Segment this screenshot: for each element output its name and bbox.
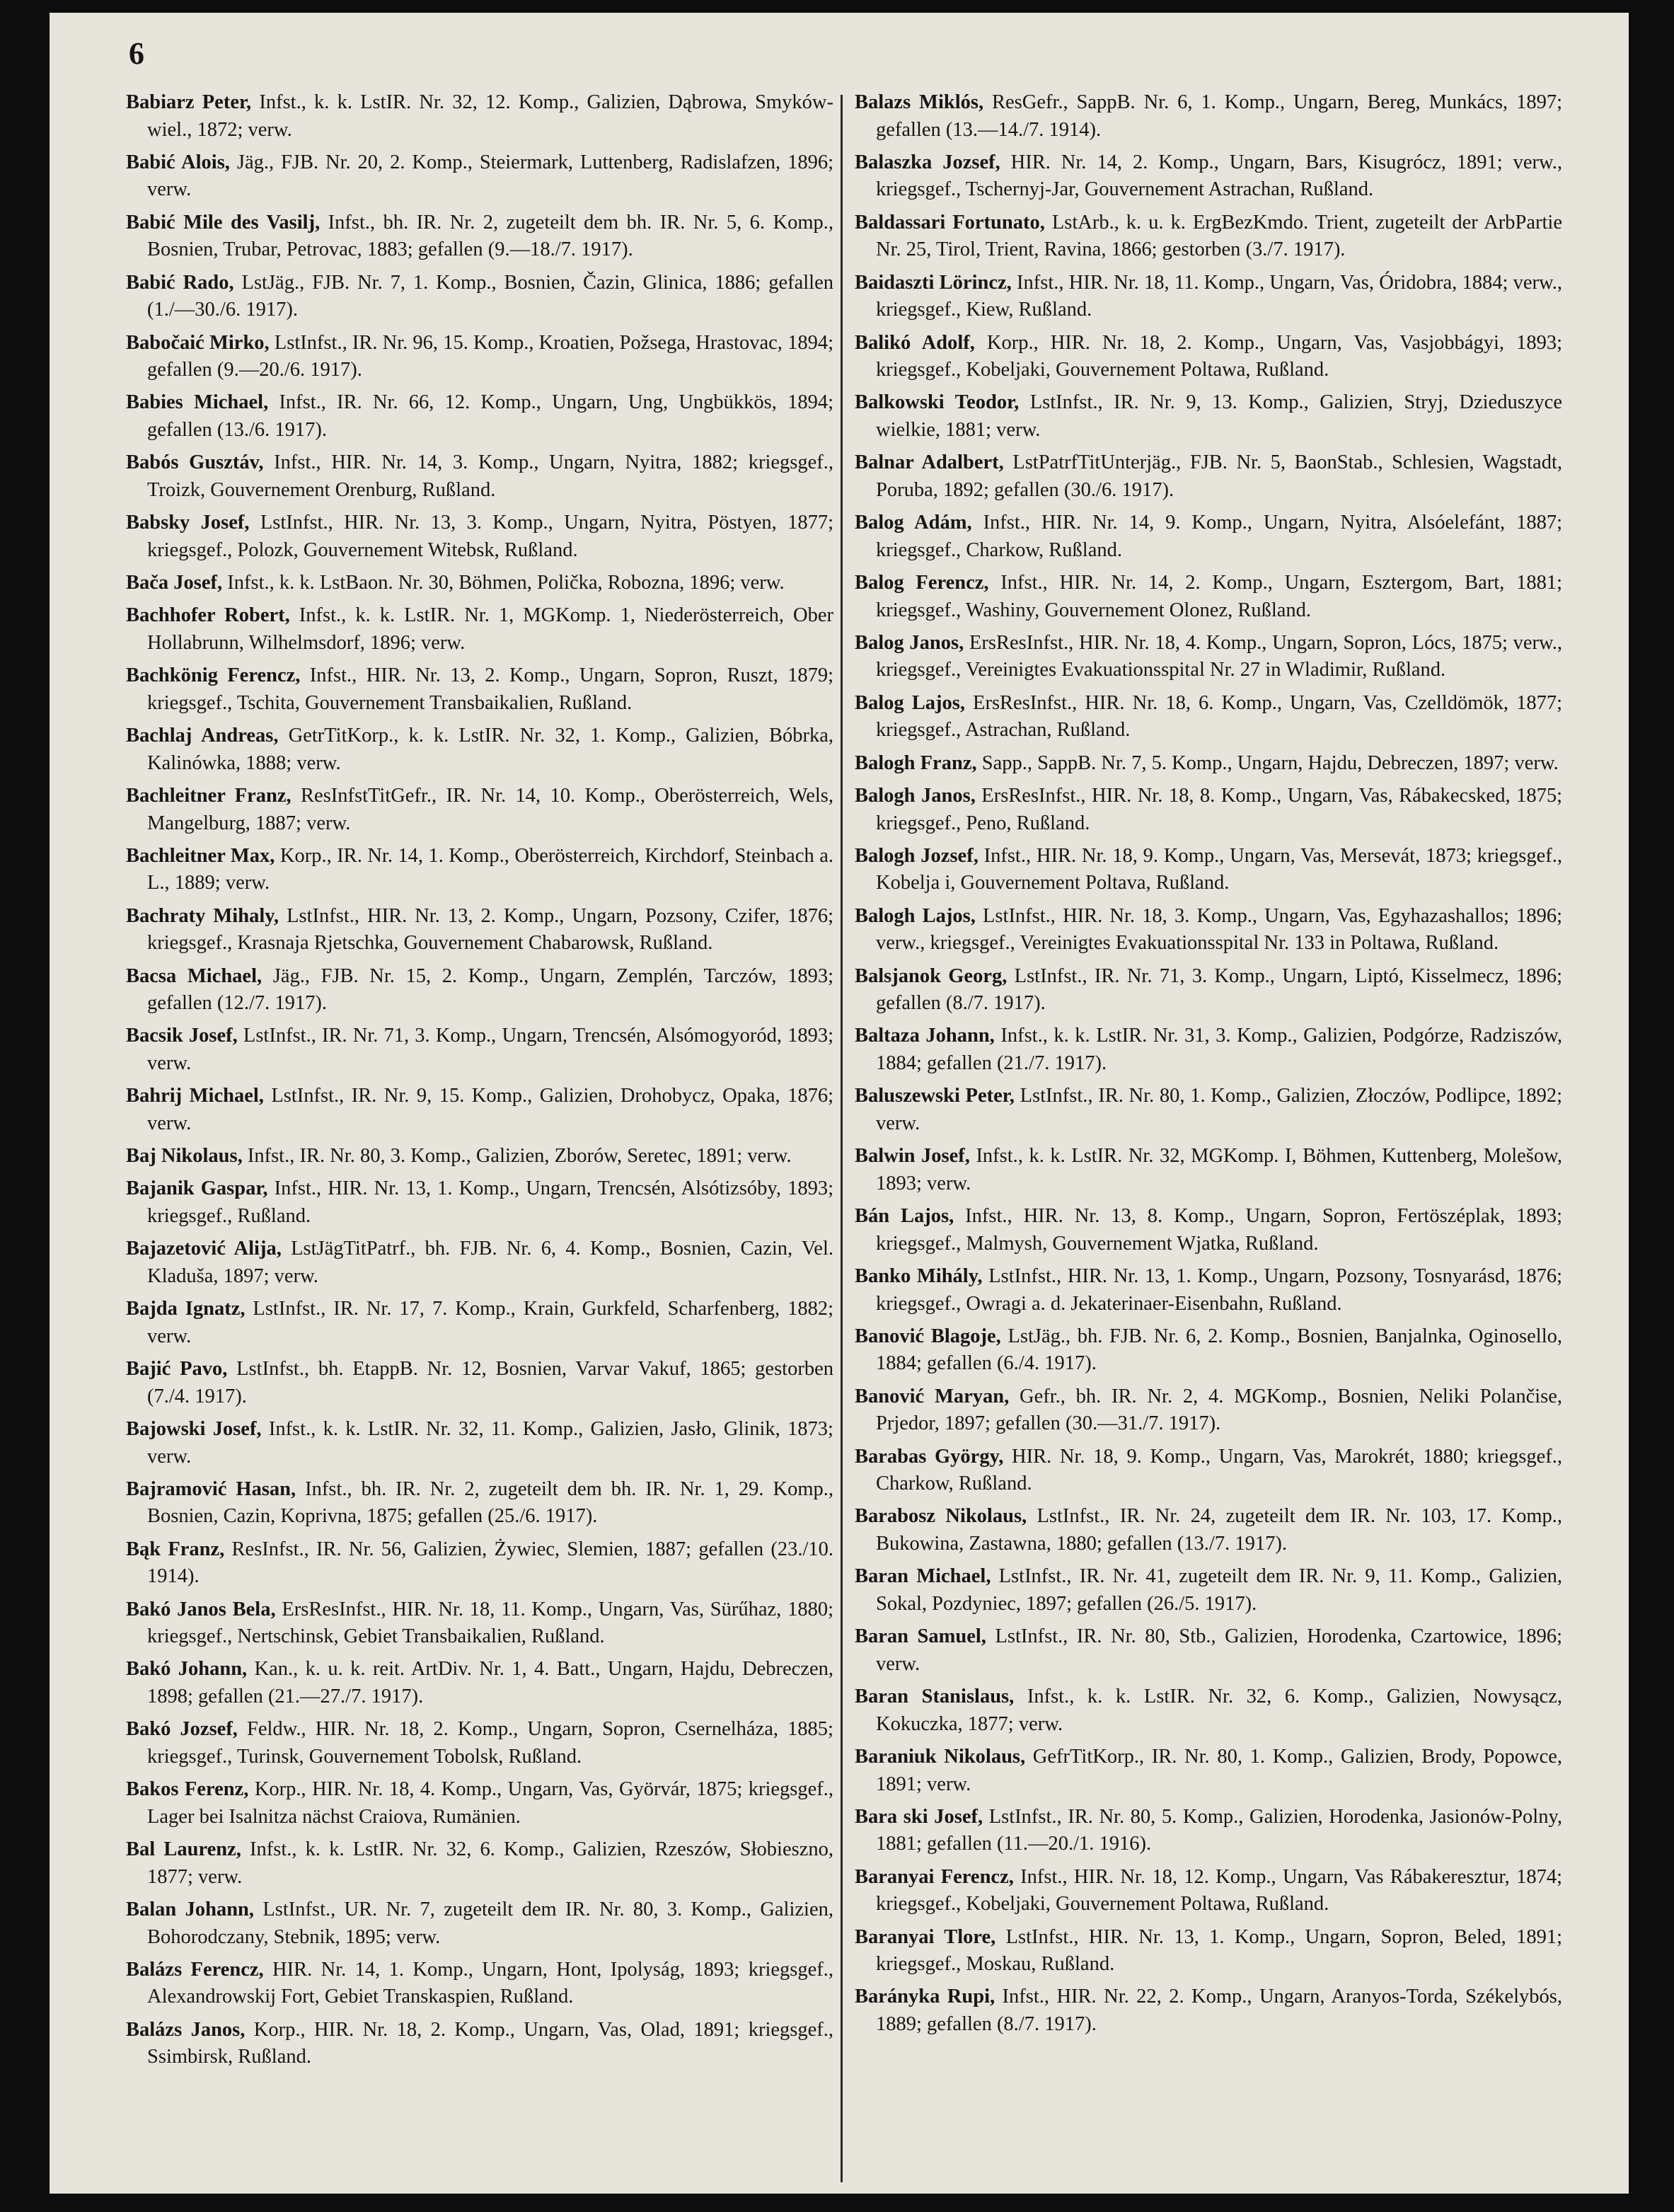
- entry-name: Baldassari Fortunato,: [855, 211, 1045, 234]
- register-entry: [855, 1203, 1562, 1257]
- entry-details: Infst., IR. Nr. 66, 12. Komp., Ungarn, Ung, Ungbükkös, 1894; gefallen (13./6. 1917).: [147, 391, 833, 441]
- entry-name: Balog Ferencz,: [855, 572, 989, 594]
- register-entry: [126, 1083, 833, 1137]
- register-entry: [126, 602, 833, 657]
- entry-name: Bajanik Gaspar,: [126, 1177, 268, 1200]
- entry-name: Baraniuk Nikolaus,: [855, 1745, 1026, 1768]
- register-entry: [855, 389, 1562, 444]
- register-entry: [855, 750, 1562, 778]
- entry-name: Babić Alois,: [126, 151, 230, 173]
- register-entry: [855, 843, 1562, 897]
- register-entry: [855, 89, 1562, 144]
- entry-details: Infst., bh. IR. Nr. 2, zugeteilt dem bh. IR. Nr. 1, 29. Komp., Bosnien, Cazin, Koprivna, 1875; gefallen (25./6. 1917).: [147, 1477, 833, 1528]
- register-entry: [126, 2017, 833, 2071]
- entry-details: Infst., k. k. LstIR. Nr. 32, 12. Komp., Galizien, Dąbrowa, Smyków-wiel., 1872; verw.: [147, 91, 833, 141]
- entry-name: Bacsik Josef,: [126, 1025, 238, 1047]
- register-entry: [126, 570, 833, 597]
- entry-details: LstInfst., IR. Nr. 9, 13. Komp., Galizien, Stryj, Dzieduszyce wielkie, 1881; verw.: [876, 391, 1562, 441]
- entry-details: Infst., HIR. Nr. 14, 9. Komp., Ungarn, Nyitra, Alsóelefánt, 1887; kriegsgef., Charkow, Rußland.: [876, 512, 1562, 561]
- entry-name: Bal Laurenz,: [126, 1838, 241, 1861]
- register-entry: [126, 270, 833, 324]
- entry-details: LstInfst., HIR. Nr. 13, 1. Komp., Ungarn, Pozsony, Tosnyarásd, 1876; kriegsgef., Owragi a. d. Jekaterinaer-Eisenbahn, Rußland.: [876, 1265, 1563, 1315]
- register-entry: [855, 1023, 1562, 1077]
- register-entry: [126, 963, 833, 1018]
- entry-name: Balikó Adolf,: [855, 331, 975, 354]
- register-entry: [855, 1623, 1562, 1678]
- entry-details: Korp., HIR. Nr. 18, 2. Komp., Ungarn, Vas, Olad, 1891; kriegsgef., Ssimbirsk, Rußland.: [147, 2018, 833, 2068]
- entry-name: Babić Rado,: [126, 271, 234, 294]
- entry-details: LstInfst., IR. Nr. 80, Stb., Galizien, Horodenka, Czartowice, 1896; verw.: [876, 1625, 1562, 1675]
- entry-name: Banović Blagoje,: [855, 1325, 1001, 1347]
- entry-details: Infst., HIR. Nr. 22, 2. Komp., Ungarn, Aranyos-Torda, Székelybós, 1889; gefallen (8./7. 1917).: [876, 1986, 1562, 2035]
- entry-name: Babiarz Peter,: [126, 91, 252, 113]
- register-entry: [855, 1563, 1562, 1618]
- register-entry: [855, 570, 1562, 624]
- entry-details: ErsResInfst., HIR. Nr. 18, 6. Komp., Ungarn, Vas, Czelldömök, 1877; kriegsgef., Astrachan, Rußland.: [876, 691, 1562, 742]
- register-entry: [855, 783, 1562, 837]
- entry-name: Baran Samuel,: [855, 1625, 986, 1648]
- entry-name: Baranyai Tlore,: [855, 1925, 996, 1948]
- register-entry: [126, 449, 833, 504]
- entry-name: Bajowski Josef,: [126, 1417, 262, 1440]
- register-entry: [126, 783, 833, 837]
- entry-details: Infst., k. k. LstIR. Nr. 32, 6. Komp., Galizien, Nowysącz, Kokuczka, 1877; verw.: [876, 1686, 1562, 1735]
- entry-details: Korp., IR. Nr. 14, 1. Komp., Oberösterreich, Kirchdorf, Steinbach a. L., 1889; verw.: [147, 844, 833, 894]
- entry-name: Bán Lajos,: [855, 1205, 954, 1228]
- entry-name: Barabosz Nikolaus,: [855, 1505, 1027, 1528]
- entry-details: LstInfst., UR. Nr. 7, zugeteilt dem IR. Nr. 80, 3. Komp., Galizien, Bohorodczany, Stebnik, 1895; verw.: [147, 1898, 833, 1948]
- entry-name: Balog Lajos,: [855, 691, 965, 714]
- entry-details: Korp., HIR. Nr. 18, 2. Komp., Ungarn, Vas, Vasjobbágyi, 1893; kriegsgef., Kobeljaki, Gouvernement Poltawa, Rußland.: [876, 331, 1562, 381]
- entry-name: Baran Michael,: [855, 1565, 991, 1588]
- register-entry: [855, 1983, 1562, 2038]
- entry-details: Sapp., SappB. Nr. 7, 5. Komp., Ungarn, Hajdu, Debreczen, 1897; verw.: [976, 751, 1559, 774]
- entry-details: HIR. Nr. 18, 9. Komp., Ungarn, Vas, Marokrét, 1880; kriegsgef., Charkow, Rußland.: [876, 1445, 1562, 1495]
- entry-name: Bajramović Hasan,: [126, 1477, 296, 1500]
- entry-name: Bakos Ferenz,: [126, 1778, 249, 1801]
- register-entry: [126, 903, 833, 957]
- entry-details: LstInfst., IR. Nr. 80, 5. Komp., Galizien, Horodenka, Jasionów-Polny, 1881; gefallen (11.—20./1. 1916).: [876, 1805, 1562, 1855]
- entry-details: Infst., HIR. Nr. 18, 11. Komp., Ungarn, Vas, Óridobra, 1884; verw., kriegsgef., Kiew, Rußland.: [876, 271, 1562, 321]
- entry-details: ErsResInfst., HIR. Nr. 18, 4. Komp., Ungarn, Sopron, Lócs, 1875; verw., kriegsgef., Vereinigtes Evakuationsspital Nr. 27 in Wladimir, Rußland.: [876, 631, 1562, 681]
- entry-details: LstInfst., IR. Nr. 17, 7. Komp., Krain, Gurkfeld, Scharfenberg, 1882; verw.: [147, 1298, 833, 1347]
- entry-details: GetrTitKorp., k. k. LstIR. Nr. 32, 1. Komp., Galizien, Bóbrka, Kalinówka, 1888; verw.: [147, 725, 833, 774]
- entry-details: GefrTitKorp., IR. Nr. 80, 1. Komp., Galizien, Brody, Popowce, 1891; verw.: [876, 1745, 1562, 1795]
- register-entry: [855, 509, 1562, 564]
- entry-details: ErsResInfst., HIR. Nr. 18, 8. Komp., Ungarn, Vas, Rábakecsked, 1875; kriegsgef., Peno, Rußland.: [876, 784, 1562, 834]
- register-entry: [126, 1656, 833, 1710]
- entry-name: Bachleitner Franz,: [126, 784, 291, 807]
- entry-details: Infst., HIR. Nr. 13, 8. Komp., Ungarn, Sopron, Fertöszéplak, 1893; kriegsgef., Malmysh, Gouvernement Wjatka, Rußland.: [876, 1205, 1563, 1255]
- register-entry: [855, 903, 1562, 957]
- register-entry: [126, 509, 833, 564]
- entry-name: Baluszewski Peter,: [855, 1085, 1015, 1107]
- entry-name: Balan Johann,: [126, 1898, 255, 1920]
- entry-name: Balazs Miklós,: [855, 91, 984, 113]
- register-entry: [126, 1957, 833, 2011]
- entry-name: Bakó Jozsef,: [126, 1718, 238, 1741]
- entry-details: Infst., HIR. Nr. 14, 2. Komp., Ungarn, Esztergom, Bart, 1881; kriegsgef., Washiny, Gouvernement Olonez, Rußland.: [876, 572, 1562, 621]
- register-entry: [126, 1416, 833, 1470]
- entry-name: Baltaza Johann,: [855, 1025, 995, 1047]
- entry-details: ResGefr., SappB. Nr. 6, 1. Komp., Ungarn, Bereg, Munkács, 1897; gefallen (13.—14./7. 1914).: [876, 91, 1562, 141]
- register-entry: [855, 630, 1562, 684]
- entry-details: LstJäg., bh. FJB. Nr. 6, 2. Komp., Bosnien, Banjalnka, Oginosello, 1884; gefallen (6./4. 1917).: [876, 1325, 1562, 1375]
- entry-name: Bąk Franz,: [126, 1538, 225, 1560]
- entry-details: Infst., k. k. LstBaon. Nr. 30, Böhmen, Polička, Robozna, 1896; verw.: [222, 572, 785, 594]
- register-entry: [855, 1323, 1562, 1378]
- entry-name: Balogh Franz,: [855, 751, 977, 774]
- entry-details: ResInfst., IR. Nr. 56, Galizien, Żywiec, Slemien, 1887; gefallen (23./10. 1914).: [147, 1538, 833, 1588]
- entry-details: LstArb., k. u. k. ErgBezKmdo. Trient, zugeteilt der ArbPartie Nr. 25, Tirol, Trient, Ravina, 1866; gestorben (3./7. 1917).: [876, 211, 1562, 261]
- entry-details: ResInfstTitGefr., IR. Nr. 14, 10. Komp., Oberösterreich, Wels, Mangelburg, 1887; verw.: [147, 784, 833, 834]
- entry-name: Baidaszti Lörincz,: [855, 271, 1012, 294]
- entry-name: Bakó Janos Bela,: [126, 1598, 276, 1620]
- right-column: [855, 89, 1562, 2044]
- entry-details: Infst., k. k. LstIR. Nr. 32, 6. Komp., Galizien, Rzeszów, Słobieszno, 1877; verw.: [147, 1838, 833, 1888]
- entry-name: Balwin Josef,: [855, 1145, 970, 1168]
- register-entry: [126, 1476, 833, 1531]
- entry-name: Babočaić Mirko,: [126, 331, 270, 354]
- register-entry: [126, 1175, 833, 1230]
- entry-details: Jäg., FJB. Nr. 20, 2. Komp., Steiermark, Luttenberg, Radislafzen, 1896; verw.: [147, 151, 833, 201]
- register-entry: [855, 1444, 1562, 1498]
- entry-details: Infst., bh. IR. Nr. 2, zugeteilt dem bh. IR. Nr. 5, 6. Komp., Bosnien, Trubar, Petrovac, 1883; gefallen (9.—18./7. 1917).: [147, 211, 833, 261]
- register-entry: [126, 1596, 833, 1651]
- entry-details: Kan., k. u. k. reit. ArtDiv. Nr. 1, 4. Batt., Ungarn, Hajdu, Debreczen, 1898; gefallen (21.—27./7. 1917).: [147, 1658, 833, 1708]
- entry-details: LstInfst., IR. Nr. 24, zugeteilt dem IR. Nr. 103, 17. Komp., Bukowina, Zastawna, 1880; gefallen (13./7. 1917).: [876, 1505, 1562, 1555]
- entry-details: LstJäg., FJB. Nr. 7, 1. Komp., Bosnien, Čazin, Glinica, 1886; gefallen (1./—30./6. 1917).: [147, 271, 833, 321]
- entry-details: ErsResInfst., HIR. Nr. 18, 11. Komp., Ungarn, Vas, Sürűhaz, 1880; kriegsgef., Nertschinsk, Gebiet Transbaikalien, Rußland.: [147, 1598, 833, 1648]
- entry-details: LstInfst., HIR. Nr. 13, 1. Komp., Ungarn, Sopron, Beled, 1891; kriegsgef., Moskau, Rußland.: [876, 1925, 1563, 1976]
- register-entry: [855, 1744, 1562, 1798]
- register-entry: [126, 389, 833, 444]
- register-entry: [126, 1716, 833, 1770]
- entry-name: Barányka Rupi,: [855, 1986, 995, 2008]
- register-entry: [855, 270, 1562, 324]
- entry-name: Banović Maryan,: [855, 1385, 1010, 1407]
- register-entry: [855, 149, 1562, 204]
- entry-name: Balog Adám,: [855, 512, 972, 534]
- entry-name: Balsjanok Georg,: [855, 964, 1008, 987]
- register-entry: [855, 1263, 1562, 1318]
- entry-name: Bakó Johann,: [126, 1658, 248, 1681]
- register-entry: [126, 1235, 833, 1290]
- entry-details: Infst., k. k. LstIR. Nr. 32, MGKomp. I, Böhmen, Kuttenberg, Molešow, 1893; verw.: [876, 1145, 1563, 1194]
- entry-details: Infst., HIR. Nr. 18, 9. Komp., Ungarn, Vas, Mersevát, 1873; kriegsgef., Kobelja i, Gouvernement Poltava, Rußland.: [876, 844, 1562, 894]
- entry-details: LstInfst., IR. Nr. 71, 3. Komp., Ungarn, Trencsén, Alsómogyoród, 1893; verw.: [147, 1025, 834, 1074]
- entry-details: LstInfst., HIR. Nr. 13, 2. Komp., Ungarn, Pozsony, Czifer, 1876; kriegsgef., Krasnaja Rjetschka, Gouvernement Chabarowsk, Rußland.: [147, 904, 833, 955]
- entry-name: Balogh Lajos,: [855, 904, 976, 927]
- entry-name: Barabas György,: [855, 1445, 1004, 1468]
- register-entry: [126, 1023, 833, 1077]
- entry-name: Bachhofer Robert,: [126, 604, 290, 627]
- entry-details: HIR. Nr. 14, 2. Komp., Ungarn, Bars, Kisugrócz, 1891; verw., kriegsgef., Tschernyj-Jar, Gouvernement Astrachan, Rußland.: [876, 151, 1562, 201]
- entry-name: Baj Nikolaus,: [126, 1145, 243, 1168]
- entry-details: LstInfst., IR. Nr. 41, zugeteilt dem IR. Nr. 9, 11. Komp., Galizien, Sokal, Pozdyniec, 1897; gefallen (26./5. 1917).: [876, 1565, 1563, 1615]
- entry-details: LstInfst., HIR. Nr. 18, 3. Komp., Ungarn, Vas, Egyhazashallos; 1896; verw., kriegsgef., Vereinigtes Evakuationsspital Nr. 133 in Poltawa, Rußland.: [876, 904, 1562, 955]
- entry-name: Balkowski Teodor,: [855, 391, 1020, 414]
- entry-name: Balog Janos,: [855, 631, 964, 654]
- register-entry: [855, 1924, 1562, 1978]
- entry-details: Feldw., HIR. Nr. 18, 2. Komp., Ungarn, Sopron, Csernelháza, 1885; kriegsgef., Turinsk, Gouvernement Tobolsk, Rußland.: [147, 1718, 833, 1768]
- entry-details: Infst., k. k. LstIR. Nr. 32, 11. Komp., Galizien, Jasło, Glinik, 1873; verw.: [147, 1417, 833, 1468]
- entry-details: Infst., HIR. Nr. 14, 3. Komp., Ungarn, Nyitra, 1882; kriegsgef., Troizk, Gouvernement Orenburg, Rußland.: [147, 451, 833, 501]
- register-entry: [126, 1536, 833, 1591]
- entry-details: Infst., HIR. Nr. 13, 1. Komp., Ungarn, Trencsén, Alsótizsóby, 1893; kriegsgef., Rußland.: [147, 1177, 833, 1228]
- register-entry: [855, 1864, 1562, 1918]
- entry-name: Baranyai Ferencz,: [855, 1865, 1014, 1888]
- entry-details: LstInfst., HIR. Nr. 13, 3. Komp., Ungarn, Nyitra, Pöstyen, 1877; kriegsgef., Polozk, Gouvernement Witebsk, Rußland.: [147, 512, 833, 561]
- entry-details: Infst., HIR. Nr. 13, 2. Komp., Ungarn, Sopron, Ruszt, 1879; kriegsgef., Tschita, Gouvernement Transbaikalien, Rußland.: [147, 664, 833, 714]
- entry-details: LstInfst., IR. Nr. 9, 15. Komp., Galizien, Drohobycz, Opaka, 1876; verw.: [147, 1085, 833, 1134]
- entry-name: Babić Mile des Vasilj,: [126, 211, 321, 234]
- register-entry: [126, 1896, 833, 1951]
- entry-name: Baran Stanislaus,: [855, 1686, 1015, 1708]
- register-entry: [126, 662, 833, 717]
- entry-name: Bacsa Michael,: [126, 964, 262, 987]
- register-entry: [855, 690, 1562, 744]
- document-page: [50, 13, 1629, 2194]
- register-entry: [126, 1356, 833, 1410]
- left-column: [126, 89, 833, 2077]
- entry-details: LstJägTitPatrf., bh. FJB. Nr. 6, 4. Komp., Bosnien, Cazin, Vel. Kladuša, 1897; verw.: [147, 1238, 833, 1287]
- entry-name: Banko Mihály,: [855, 1265, 983, 1287]
- register-entry: [855, 1083, 1562, 1137]
- register-entry: [126, 1296, 833, 1350]
- entry-name: Babós Gusztáv,: [126, 451, 264, 474]
- register-entry: [855, 1383, 1562, 1438]
- entry-name: Bahrij Michael,: [126, 1085, 264, 1107]
- register-entry: [126, 1143, 833, 1170]
- register-entry: [126, 89, 833, 144]
- entry-details: LstInfst., IR. Nr. 96, 15. Komp., Kroatien, Požsega, Hrastovac, 1894; gefallen (9.—20./6. 1917).: [147, 331, 833, 381]
- register-entry: [855, 209, 1562, 264]
- register-entry: [855, 963, 1562, 1018]
- register-entry: [126, 149, 833, 204]
- entry-details: HIR. Nr. 14, 1. Komp., Ungarn, Hont, Ipolyság, 1893; kriegsgef., Alexandrowskij Fort, Gebiet Transkaspien, Rußland.: [147, 1958, 833, 2008]
- entry-name: Bachlaj Andreas,: [126, 725, 279, 747]
- entry-name: Bara ski Josef,: [855, 1805, 983, 1828]
- register-entry: [126, 330, 833, 384]
- register-entry: [855, 1143, 1562, 1197]
- entry-details: Jäg., FJB. Nr. 15, 2. Komp., Ungarn, Zemplén, Tarczów, 1893; gefallen (12./7. 1917).: [147, 964, 834, 1015]
- register-entry: [855, 1683, 1562, 1738]
- register-entry: [126, 843, 833, 897]
- entry-name: Bajić Pavo,: [126, 1358, 228, 1381]
- entry-name: Bajazetović Alija,: [126, 1238, 282, 1260]
- entry-details: LstInfst., IR. Nr. 71, 3. Komp., Ungarn, Liptó, Kisselmecz, 1896; gefallen (8./7. 1917).: [876, 964, 1562, 1015]
- register-entry: [855, 1503, 1562, 1557]
- entry-details: LstPatrfTitUnterjäg., FJB. Nr. 5, BaonStab., Schlesien, Wagstadt, Poruba, 1892; gefallen (30./6. 1917).: [876, 451, 1562, 501]
- entry-details: LstInfst., bh. EtappB. Nr. 12, Bosnien, Varvar Vakuf, 1865; gestorben (7./4. 1917).: [147, 1358, 833, 1407]
- entry-name: Babies Michael,: [126, 391, 269, 414]
- register-entry: [126, 722, 833, 777]
- entry-details: Gefr., bh. IR. Nr. 2, 4. MGKomp., Bosnien, Neliki Polančise, Prjedor, 1897; gefallen (30.—31./7. 1917).: [876, 1385, 1563, 1435]
- entry-details: Infst., k. k. LstIR. Nr. 1, MGKomp. 1, Niederösterreich, Ober Hollabrunn, Wilhelmsdorf, 1896; verw.: [147, 604, 834, 654]
- entry-details: Infst., IR. Nr. 80, 3. Komp., Galizien, Zborów, Seretec, 1891; verw.: [242, 1145, 792, 1168]
- entry-name: Bachleitner Max,: [126, 844, 275, 867]
- register-entry: [126, 1776, 833, 1831]
- entry-name: Babsky Josef,: [126, 512, 250, 534]
- entry-details: Infst., k. k. LstIR. Nr. 31, 3. Komp., Galizien, Podgórze, Radziszów, 1884; gefallen (21./7. 1917).: [876, 1025, 1562, 1074]
- register-entry: [126, 209, 833, 264]
- entry-details: Infst., HIR. Nr. 18, 12. Komp., Ungarn, Vas Rábakeresztur, 1874; kriegsgef., Kobeljaki, Gouvernement Poltawa, Rußland.: [876, 1865, 1563, 1916]
- entry-name: Balázs Ferencz,: [126, 1958, 264, 1981]
- register-entry: [855, 449, 1562, 504]
- entry-name: Balogh Janos,: [855, 784, 976, 807]
- register-entry: [126, 1836, 833, 1891]
- register-entry: [855, 330, 1562, 384]
- entry-name: Bachraty Mihaly,: [126, 904, 279, 927]
- entry-name: Balnar Adalbert,: [855, 451, 1004, 474]
- entry-details: Korp., HIR. Nr. 18, 4. Komp., Ungarn, Vas, Györvár, 1875; kriegsgef., Lager bei Isalnitza nächst Craiova, Rumänien.: [147, 1778, 833, 1828]
- register-entry: [855, 1804, 1562, 1858]
- entry-name: Bajda Ignatz,: [126, 1298, 246, 1320]
- entry-name: Balaszka Jozsef,: [855, 151, 1000, 173]
- page-number: 6: [129, 36, 144, 71]
- entry-name: Balogh Jozsef,: [855, 844, 979, 867]
- entry-name: Bachkönig Ferencz,: [126, 664, 301, 687]
- entry-name: Balázs Janos,: [126, 2018, 246, 2041]
- entry-name: Bača Josef,: [126, 572, 223, 594]
- column-divider: [841, 95, 843, 2182]
- entry-details: LstInfst., IR. Nr. 80, 1. Komp., Galizien, Złoczów, Podlipce, 1892; verw.: [876, 1085, 1562, 1134]
